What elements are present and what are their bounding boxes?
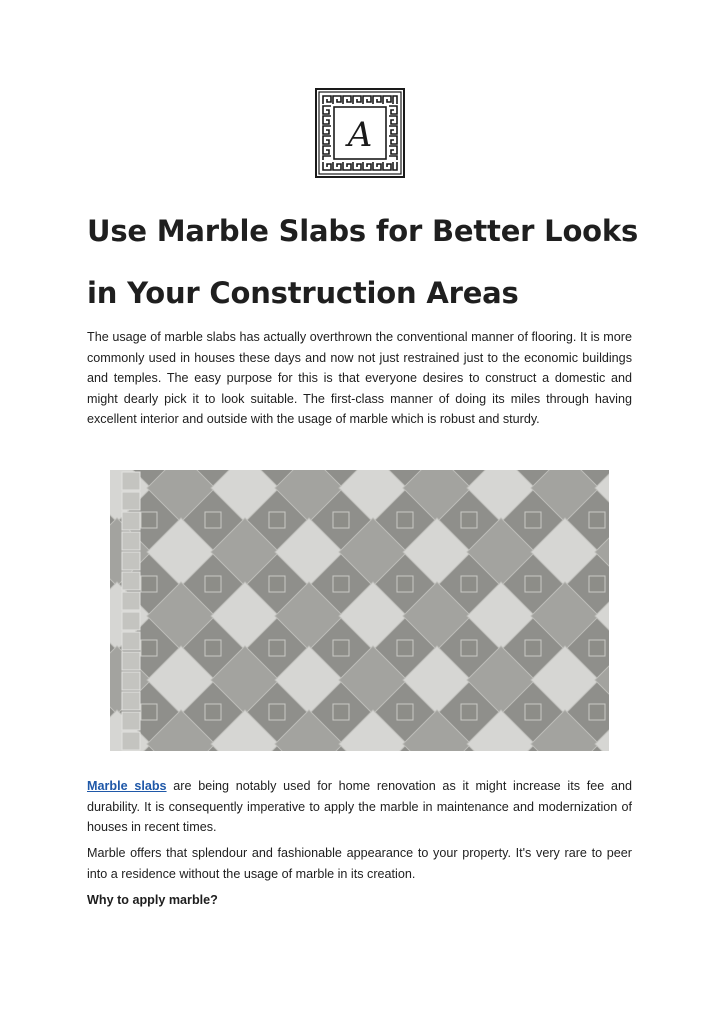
border-tile — [122, 572, 140, 590]
accent-square-tile — [525, 512, 541, 528]
accent-square-tile — [397, 640, 413, 656]
accent-square-tile — [141, 576, 157, 592]
greek-key-logo-icon — [315, 88, 405, 178]
splendour-paragraph: Marble offers that splendour and fashionable appearance to your property. It's very rare to peer into a residence without the usage of marble in its creation. — [87, 846, 632, 881]
accent-square-tile — [333, 704, 349, 720]
marble-slabs-link[interactable]: Marble slabs — [87, 779, 167, 793]
border-tile — [122, 492, 140, 510]
accent-square-tile — [205, 704, 221, 720]
accent-square-tile — [269, 704, 285, 720]
accent-square-tile — [205, 512, 221, 528]
accent-square-tile — [141, 704, 157, 720]
logo-letter: A — [347, 115, 373, 155]
accent-square-tile — [141, 512, 157, 528]
accent-square-tile — [397, 576, 413, 592]
accent-square-tile — [589, 576, 605, 592]
border-tile — [122, 712, 140, 730]
accent-square-tile — [461, 704, 477, 720]
accent-square-tile — [269, 640, 285, 656]
accent-square-tile — [141, 640, 157, 656]
accent-square-tile — [269, 512, 285, 528]
border-tile — [122, 512, 140, 530]
page-title: Use Marble Slabs for Better Looks in Your Construction Areas — [87, 214, 639, 310]
accent-square-tile — [269, 576, 285, 592]
border-tile — [122, 592, 140, 610]
accent-square-tile — [397, 704, 413, 720]
accent-square-tile — [589, 640, 605, 656]
border-tile — [122, 692, 140, 710]
accent-square-tile — [589, 512, 605, 528]
accent-square-tile — [205, 576, 221, 592]
accent-square-tile — [205, 640, 221, 656]
accent-square-tile — [589, 704, 605, 720]
renovation-paragraph — [87, 776, 632, 838]
intro-paragraph: The usage of marble slabs has actually overthrown the conventional manner of flooring. It is more commonly used in houses these days and now not just restrained just to the economic buildings and temples. The easy purpose for this is that everyone desires to construct a domestic and might dearly pick it to look suitable. The first-class manner of doing its miles through having excellent interior and outside with the usage of marble which is robust and sturdy. — [87, 330, 632, 427]
accent-square-tile — [525, 640, 541, 656]
accent-square-tile — [333, 512, 349, 528]
border-tile — [122, 632, 140, 650]
why-heading: Why to apply marble? — [87, 893, 218, 907]
accent-square-tile — [461, 512, 477, 528]
border-tile — [122, 532, 140, 550]
accent-square-tile — [461, 576, 477, 592]
accent-square-tile — [525, 576, 541, 592]
border-tile — [122, 672, 140, 690]
renovation-paragraph-text: are being notably used for home renovation as it might increase its fee and durability. It is consequently imperative to apply the marble in maintenance and modernization of houses in recent times. — [87, 779, 632, 835]
border-tile — [122, 732, 140, 750]
border-tile — [122, 472, 140, 490]
border-tile — [122, 652, 140, 670]
accent-square-tile — [525, 704, 541, 720]
accent-square-tile — [333, 576, 349, 592]
accent-square-tile — [333, 640, 349, 656]
border-tile — [122, 612, 140, 630]
border-tile — [122, 552, 140, 570]
accent-square-tile — [397, 512, 413, 528]
marble-floor-photo — [110, 470, 609, 751]
accent-square-tile — [461, 640, 477, 656]
